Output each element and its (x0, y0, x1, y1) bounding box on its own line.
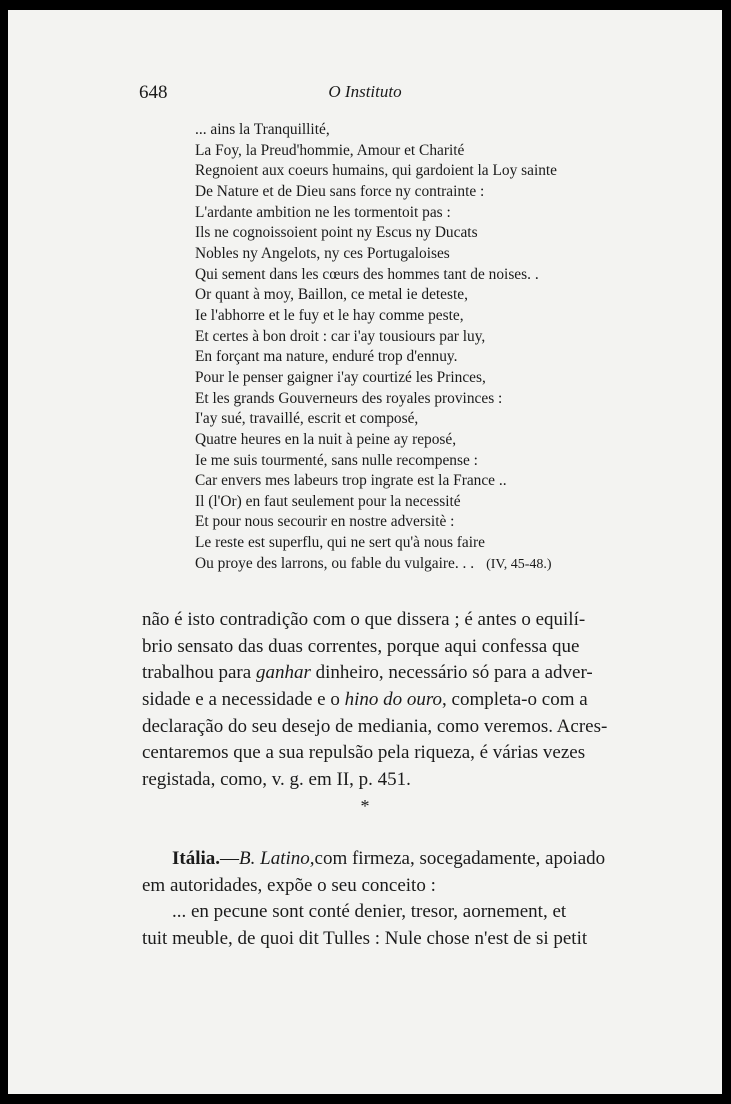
paragraph-line (142, 607, 616, 634)
poem-line: De Nature et de Dieu sans force ny contrainte : (195, 182, 485, 200)
italic-term: ganhar (255, 662, 311, 684)
poem-line: Ils ne cognoissoient point ny Escus ny Ducats (195, 224, 478, 242)
line-text: ... en pecune sont conté denier, tresor, aornement, et (172, 901, 567, 923)
page-header (8, 82, 722, 106)
poem-quotation (195, 120, 615, 575)
poem-line: Le reste est superflu, qui ne sert qu'à nous faire (195, 534, 485, 552)
running-title: O Instituto (328, 82, 402, 101)
book-page (8, 10, 722, 1094)
line-text (172, 846, 605, 873)
poem-line: Car envers mes labeurs trop ingrate est la France .. (195, 472, 507, 490)
line-text: em autoridades, expõe o seu conceito : (142, 874, 436, 896)
line-text: declaração do seu desejo de mediania, como veremos. Acres- (142, 715, 608, 737)
italic-term: hino do ouro (344, 689, 443, 711)
line-text: centaremos que a sua repulsão pela riqueza, é várias vezes (142, 742, 586, 764)
paragraph-line (142, 846, 616, 873)
paragraph-line (142, 714, 616, 741)
poem-line: En forçant ma nature, enduré trop d'ennuy. (195, 348, 458, 366)
poem-line: Regnoient aux coeurs humains, qui gardoient la Loy sainte (195, 162, 558, 180)
body-paragraph (142, 607, 616, 794)
paragraph-line (142, 926, 616, 953)
paragraph-line (142, 740, 616, 767)
paragraph-line (142, 660, 616, 687)
poem-line: ... ains la Tranquillité, (195, 121, 330, 138)
poem-line: Et certes à bon droit : car i'ay tousiours par luy, (195, 327, 486, 345)
poem-line: Nobles ny Angelots, ny ces Portugaloises (195, 244, 450, 262)
poem-reference: (IV, 45-48.) (486, 556, 552, 572)
page-number: 648 (139, 82, 168, 103)
line-text: registada, como, v. g. em II, p. 451. (142, 769, 411, 791)
paragraph-line (142, 634, 616, 661)
paragraph-line (142, 873, 616, 900)
dash: — (220, 848, 240, 869)
text-segment: , completa-o com a (442, 689, 588, 711)
poem-line: Qui sement dans les cœurs des hommes tant de noises. . (195, 265, 539, 283)
line-text (142, 687, 588, 714)
line-text: brio sensato das duas correntes, porque aqui confessa que (142, 635, 580, 657)
poem-line: Ie me suis tourmenté, sans nulle recompense : (195, 451, 478, 469)
text-segment: sidade e a necessidade e o (142, 689, 340, 711)
line-text: tuit meuble, de quoi dit Tulles : Nule chose n'est de si petit (142, 928, 588, 950)
line-text (142, 660, 593, 687)
poem-line: Et les grands Gouverneurs des royales provinces : (195, 389, 503, 407)
section-heading: Itália. (172, 848, 221, 869)
poem-line: L'ardante ambition ne les tormentoit pas : (195, 203, 451, 221)
italia-section (142, 846, 616, 953)
paragraph-line (142, 899, 616, 926)
text-segment: trabalhou para (142, 662, 252, 684)
author-name: B. Latino, (239, 848, 315, 869)
poem-line: Quatre heures en la nuit à peine ay reposé, (195, 430, 457, 448)
text-segment: dinheiro, necessário só para a adver- (315, 662, 593, 684)
poem-line: I'ay sué, travaillé, escrit et composé, (195, 410, 419, 428)
paragraph-line (142, 767, 616, 794)
poem-line: Il (l'Or) en faut seulement pour la necessité (195, 492, 461, 510)
poem-line: La Foy, la Preud'hommie, Amour et Charité (195, 141, 465, 159)
line-text: não é isto contradição com o que dissera ; é antes o equilí- (142, 609, 586, 630)
poem-line: Or quant à moy, Baillon, ce metal ie deteste, (195, 286, 468, 304)
poem-line-last (195, 554, 615, 576)
section-separator: * (360, 796, 370, 816)
paragraph-line (142, 687, 616, 714)
poem-line: Et pour nous secourir en nostre adversitè : (195, 513, 455, 531)
poem-line-text: Ou proye des larrons, ou fable du vulgaire. . . (195, 554, 475, 572)
poem-line: Pour le penser gaigner i'ay courtizé les Princes, (195, 368, 486, 386)
poem-line: Ie l'abhorre et le fuy et le hay comme peste, (195, 306, 464, 324)
text-segment: com firmeza, socegadamente, apoiado (314, 848, 606, 869)
